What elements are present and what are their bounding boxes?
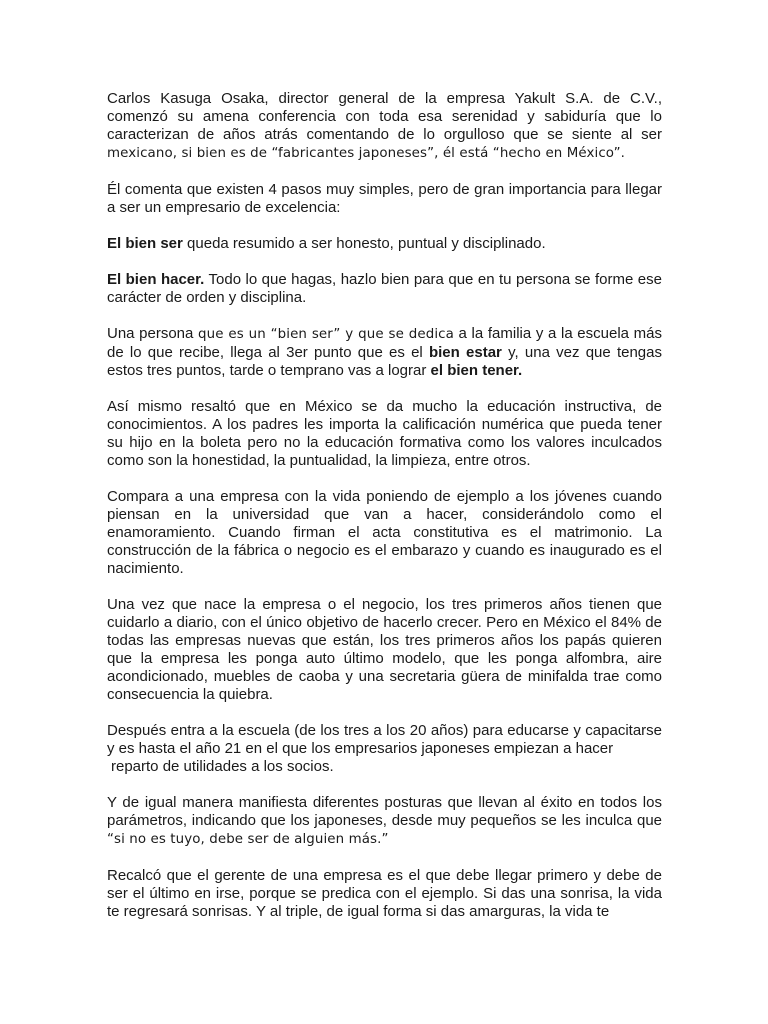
paragraph-company-life: Compara a una empresa con la vida poniendo de ejemplo a los jóvenes cuando piensan en la universidad que van a hacer, considerándolo como el enamoramiento. Cuando firman el acta constitutiva es el matrimonio. La construcción de la fábrica o negocio es el embarazo y cuando es inaugurado es el nacimiento. bbox=[107, 488, 662, 577]
intro-text: Carlos Kasuga Osaka, director general de la empresa Yakult S.A. de C.V., comenzó su amena conferencia con toda esa serenidad y sabiduría que lo caracterizan de años atrás comentando de lo orgulloso que se siente al ser bbox=[107, 90, 662, 143]
bien-estar-text-c: a la familia y a la escuela más de lo que recibe, llega al 3er punto que es el bbox=[107, 325, 662, 361]
bien-estar-text-a: Una persona bbox=[107, 325, 199, 342]
bien-ser-text: queda resumido a ser honesto, puntual y disciplinado. bbox=[182, 235, 546, 252]
paragraph-four-steps: Él comenta que existen 4 pasos muy simples, pero de gran importancia para llegar a ser un empresario de excelencia: bbox=[107, 181, 662, 216]
paragraph-education: Así mismo resaltó que en México se da mucho la educación instructiva, de conocimientos. A los padres les importa la calificación numérica que pueda tener su hijo en la boleta pero no la educación formativa como los valores inculcados como son la honestidad, la puntualidad, la limpieza, entre otros. bbox=[107, 398, 662, 469]
bien-hacer-heading: El bien hacer. bbox=[107, 271, 205, 288]
paragraph-bien-ser bbox=[107, 235, 662, 253]
paragraph-bien-estar bbox=[107, 325, 662, 380]
bien-tener-bold: el bien tener. bbox=[430, 362, 523, 379]
success-text: Y de igual manera manifiesta diferentes posturas que llevan al éxito en todos los parámetros, indicando que los japoneses, desde muy pequeños se les inculca que bbox=[107, 794, 662, 829]
document-page bbox=[107, 90, 662, 939]
bien-hacer-text: Todo lo que hagas, hazlo bien para que en tu persona se forme ese carácter de orden y disciplina. bbox=[107, 271, 662, 306]
school-text-a: Después entra a la escuela (de los tres a los 20 años) para educarse y capacitarse y es hasta el año 21 en el que los empresarios japoneses empiezan a hacer bbox=[107, 722, 662, 757]
school-text-b: reparto de utilidades a los socios. bbox=[111, 758, 334, 775]
paragraph-intro bbox=[107, 90, 662, 163]
paragraph-first-years: Una vez que nace la empresa o el negocio, los tres primeros años tienen que cuidarlo a diario, con el único objetivo de hacerlo crecer. Pero en México el 84% de todas las empresas nuevas que están, los tres primeros años los papás quieren que la empresa les ponga auto último modelo, que les ponga alfombra, aire acondicionado, muebles de caoba y una secretaria güera de minifalda trae como consecuencia la quiebra. bbox=[107, 596, 662, 703]
bien-estar-text-e: y, una vez que tengas estos tres puntos, tarde o temprano vas a lograr bbox=[107, 344, 662, 379]
intro-quote-text: mexicano, si bien es de “fabricantes japoneses”, él está “hecho en México”. bbox=[107, 146, 625, 161]
bien-ser-heading: El bien ser bbox=[107, 235, 183, 252]
success-quote: “si no es tuyo, debe ser de alguien más.” bbox=[107, 832, 389, 847]
paragraph-school bbox=[107, 722, 662, 776]
paragraph-bien-hacer bbox=[107, 271, 662, 307]
paragraph-success bbox=[107, 794, 662, 849]
bien-estar-quote: que es un “bien ser” y que se dedica bbox=[198, 327, 454, 342]
bien-estar-bold: bien estar bbox=[428, 344, 502, 361]
paragraph-manager: Recalcó que el gerente de una empresa es el que debe llegar primero y debe de ser el último en irse, porque se predica con el ejemplo. Si das una sonrisa, la vida te regresará sonrisas. Y al triple, de igual forma si das amarguras, la vida te bbox=[107, 867, 662, 920]
